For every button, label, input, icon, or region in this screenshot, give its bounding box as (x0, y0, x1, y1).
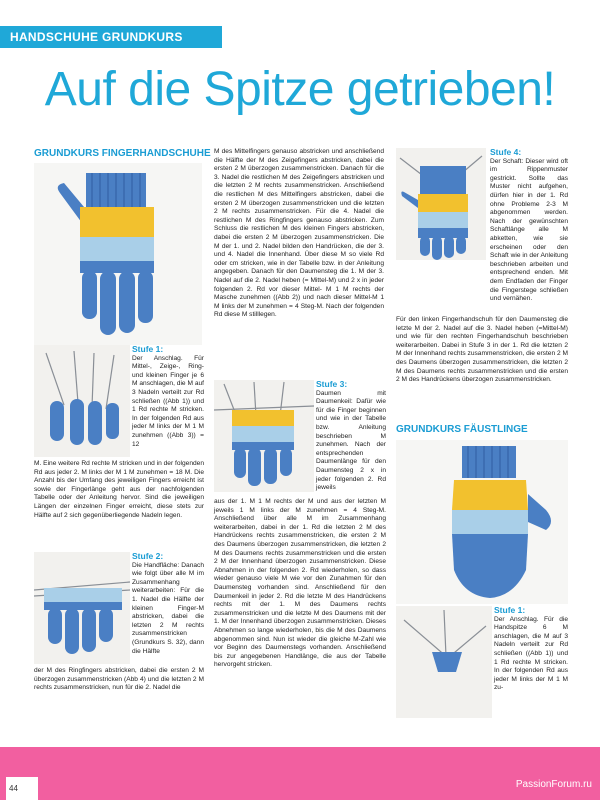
step4-full-text (396, 316, 568, 385)
step3-photo (214, 380, 314, 492)
mitten-photo (396, 440, 568, 604)
step3-full-paragraph: aus der 1. M 1 M rechts der M und aus der letzten M jeweils 1 M links der M zunehmen = 4 Steg-M. Anschließend über alle M im Zusammenhang weiterarbeiten, dabei in der 1. Rd die letzten 2 M des Handrückens rechts zusammenstricken, die ersten 2 M des Daumens überzogen zusammenstricken, die letzten 2 M des Daumens rechts zusammenstricken und die ersten 2 M der Innenhand überzogen zusammenstricken. Diese Abnahmen in der folgenden 2. Rd wiederholen, so dass wieder genauso viele M wie vor den Zunahmen für den Daumensteg vorhanden sind. Anschließend für den Daumenkeil in jeder 2. Rd die letzte M des Handrückens rechts mit der 1. M des Daumens rechts zusammenstricken und die letzte M des Daumens mit der 1. M der Innenhand überzogen zusammenstricken. Dieses Abnehmen so lange wiederholen, bis die M des Daumens abgenommen sind. Nun ist wieder die gleiche M-Zahl wie vor Beginn des Daumenstegs vorhanden. Anschließend bis zur angegebenen Handlänge, die aus der Tabelle hervorgeht stricken. (214, 498, 386, 669)
step2-full-text (34, 667, 204, 693)
footer-bar (0, 747, 600, 800)
mitten-step1-side-paragraph: Der Anschlag. Für die Handspitze 6 M anschlagen, die M auf 3 Nadeln verteilt zur Rd schließen ((Abb 1)) und 1 Rd rechte M stricken. In der folgenden Rd aus jeder M links der M 1 M zu- (494, 615, 568, 692)
step2-photo (34, 552, 130, 664)
column2-text (214, 148, 384, 320)
step3-side-text (316, 380, 386, 493)
step1-side-text (132, 345, 204, 449)
section-tag: HANDSCHUHE GRUNDKURS (0, 26, 222, 48)
step2-side-text (132, 552, 204, 656)
step2-title: Stufe 2: (132, 551, 164, 561)
step4-full-paragraph: Für den linken Fingerhandschuh für den Daumensteg die letzte M der 2. Nadel auf die 3. Nadel heben (=Mittel-M) und wie für den rechten Fingerhandschuh beschrieben weiterarbeiten. Dabei in Stufe 3 in der 1. Rd die letzten 2 M der Innenhand rechts zusammenstricken, die ersten 2 M des Daumens überzogen zusammenstricken, die letzten 2 M des Daumens rechts zusammenstricken und die ersten 2 M des Handrückens überzogen zusammenstricken. (396, 316, 568, 384)
step1-photo (34, 345, 130, 457)
column2-paragraph: M des Mittelfingers genauso abstricken und anschließend die Hälfte der M des Zeigefingers abstricken, dabei die ersten 2 M überzogen zusammenstricken. Danach für die 3. Nadel die restlichen M des Zeigefingers abstricken und die letzten 2 M rechts zusammenstricken. Anschließend die restlichen M des Mittelfingers abstricken, dabei die ersten 2 M überzogen zusammenstricken und die letzten 2 M rechts zusammenstricken. Für die 4. Nadel die restlichen M des Ringfingers genauso abstricken. Zum Schluss die restlichen M des kleinen Fingers abstricken, dabei die ersten 2 M überzogen zusammenstricken. Die M der 1. und 2. Nadel bilden den Handrücken, die der 3. und 4. Nadel die Innenhand. Über diese M so viele Rd oder cm stricken, wie in der Tabelle bzw. in der Anleitung angegeben. Danach für den Daumensteg die 1. M der 3. Nadel auf die 2. Nadel heben (= Mittel-M) und 2 x in jeder folgenden 2. Rd vor dieser Mittel- M 1 M rechts der Masche zunehmen ((Abb 2)) und nach dieser Mittel-M 1 M links der M zunehmen = 4 Steg-M. Nach der folgenden Rd diese M stilllegen. (214, 148, 384, 319)
page-number: 44 (6, 777, 38, 800)
page-title: Auf die Spitze getrieben! (44, 63, 556, 116)
step4-side-text (490, 148, 568, 304)
section-heading-mitten: GRUNDKURS FÄUSTLINGE (396, 424, 528, 435)
step4-side-paragraph: Der Schaft: Dieser wird oft im Rippenmuster gestrickt. Sollte das Muster nicht aufgehen, dürfen hier in der 1. Rd ohne Probleme 2-3 M abgenommen werden. Nach der gewünschten Schaftlänge alle M abketten, wie sie erscheinen oder den Schaft wie in der Anleitung beschrieben arbeiten und entsprechend enden. Mit dem Endfaden der Finger die Fingerstege schließen und vernähen. (490, 157, 568, 303)
step1-full-paragraph: M. Eine weitere Rd rechte M stricken und in der folgenden Rd aus jeder 2. M links der M 1 M zunehmen = 18 M. Die Anzahl bis der Umfang des jeweiligen Fingers erreicht ist sowie der Fingerlänge geht aus der nachfolgenden Tabelle oder der Anleitung hervor. Sind die jeweiligen Längen der einzelnen Finger erreicht, diese stets zur Hälfte auf 2 sich gegenüberliegende Nadeln legen. (34, 460, 204, 519)
step3-side-paragraph: Daumen mit Daumenkeil: Dafür wie für die Finger beginnen und wie in der Tabelle bzw. Anleitung beschrieben M zunehmen. Nach der entsprechenden Daumenlänge für den Daumensteg 2 x in jeder folgenden 2. Rd jeweils (316, 389, 386, 492)
step3-full-text (214, 498, 386, 670)
step2-side-paragraph: Die Handfläche: Danach wie folgt über alle M im Zusammenhang weiterarbeiten: Für die 1. Nadel die Hälfte der kleinen Finger-M abstricken, dabei die letzten 2 M rechts zusammenstricken (Grundkurs S. 32), dann die Hälfte (132, 561, 204, 655)
step1-full-text (34, 460, 204, 520)
glove-photo (34, 163, 202, 345)
step1-title: Stufe 1: (132, 344, 164, 354)
step4-title: Stufe 4: (490, 147, 522, 157)
mitten-step1-side-text (494, 606, 568, 693)
step3-title: Stufe 3: (316, 379, 348, 389)
step4-photo (396, 148, 486, 260)
step2-full-paragraph: der M des Ringfingers abstricken, dabei die ersten 2 M überzogen zusammenstricken (Abb 4) und die letzten 2 M rechts zusammenstricken, nun für die 2. Nadel die (34, 667, 204, 692)
watermark: PassionForum.ru (515, 779, 592, 790)
mitten-step1-photo (396, 606, 492, 718)
mitten-step1-title: Stufe 1: (494, 605, 526, 615)
section-heading-finger: GRUNDKURS FINGERHANDSCHUHE (34, 148, 211, 159)
step1-side-paragraph: Der Anschlag. Für Mittel-, Zeige-, Ring- und kleinen Finger je 6 M anschlagen, die M auf 3 Nadeln verteilt zur Rd schließen ((Abb 1)) und 1 Rd rechte M stricken. In der folgenden Rd aus jeder M links der M 1 M zunehmen ((Abb 3)) = 12 (132, 354, 204, 448)
